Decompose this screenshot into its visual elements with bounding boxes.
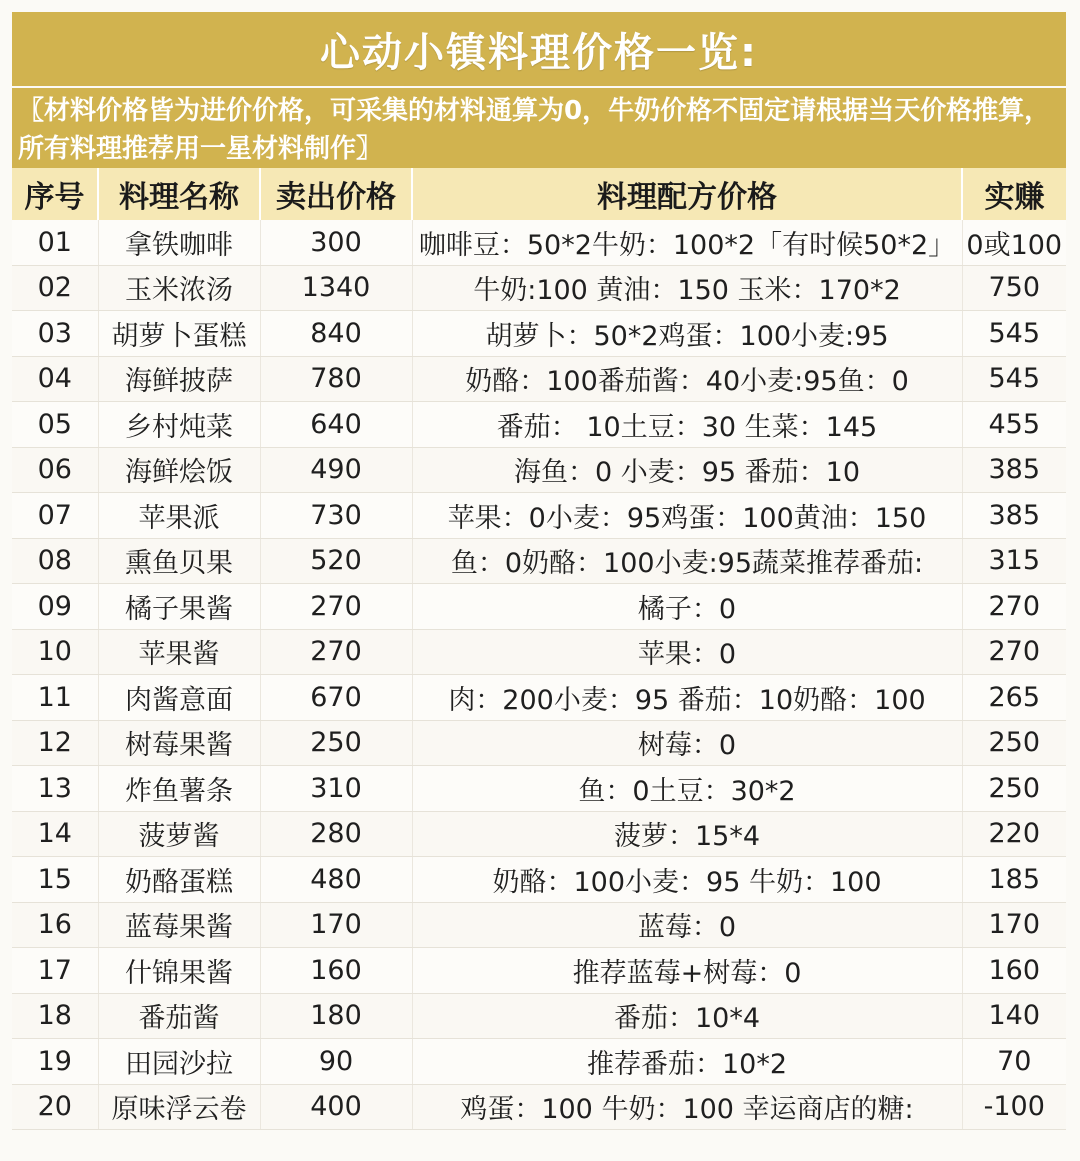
cell-sell-price: 640 xyxy=(260,402,412,448)
table-row xyxy=(12,356,1066,402)
notice-text: 〖材料价格皆为进价价格，可采集的材料通算为0，牛奶价格不固定请根据当天价格推算，所有料理推荐用一星材料制作〗 xyxy=(12,88,1066,168)
cell-dish-name: 原味浮云卷 xyxy=(98,1084,260,1130)
cell-profit: 315 xyxy=(962,538,1066,584)
table-row xyxy=(12,857,1066,903)
cell-recipe: 奶酪：100番茄酱：40小麦:95鱼：0 xyxy=(412,356,962,402)
price-table xyxy=(12,168,1066,1130)
cell-dish-name: 乡村炖菜 xyxy=(98,402,260,448)
header-row xyxy=(12,168,1066,220)
cell-profit: 750 xyxy=(962,265,1066,311)
cell-sell-price: 270 xyxy=(260,584,412,630)
cell-sell-price: 270 xyxy=(260,629,412,675)
table-body xyxy=(12,220,1066,1130)
table-row xyxy=(12,1039,1066,1085)
cell-sell-price: 490 xyxy=(260,447,412,493)
cell-index: 03 xyxy=(12,311,98,357)
cell-sell-price: 730 xyxy=(260,493,412,539)
cell-index: 04 xyxy=(12,356,98,402)
cell-index: 19 xyxy=(12,1039,98,1085)
cell-profit: -100 xyxy=(962,1084,1066,1130)
cell-sell-price: 480 xyxy=(260,857,412,903)
cell-profit: 250 xyxy=(962,766,1066,812)
cell-index: 15 xyxy=(12,857,98,903)
header-recipe: 料理配方价格 xyxy=(412,168,962,220)
cell-profit: 250 xyxy=(962,720,1066,766)
cell-index: 20 xyxy=(12,1084,98,1130)
cell-index: 02 xyxy=(12,265,98,311)
cell-profit: 220 xyxy=(962,811,1066,857)
cell-dish-name: 番茄酱 xyxy=(98,993,260,1039)
cell-recipe: 苹果：0 xyxy=(412,629,962,675)
table-row xyxy=(12,811,1066,857)
table-row xyxy=(12,675,1066,721)
cell-recipe: 鸡蛋：100 牛奶：100 幸运商店的糖: xyxy=(412,1084,962,1130)
cell-sell-price: 400 xyxy=(260,1084,412,1130)
page-title: 心动小镇料理价格一览: xyxy=(12,12,1066,86)
cell-recipe: 牛奶:100 黄油：150 玉米：170*2 xyxy=(412,265,962,311)
cell-recipe: 菠萝：15*4 xyxy=(412,811,962,857)
cell-profit: 70 xyxy=(962,1039,1066,1085)
cell-sell-price: 90 xyxy=(260,1039,412,1085)
cell-profit: 270 xyxy=(962,629,1066,675)
cell-dish-name: 海鲜披萨 xyxy=(98,356,260,402)
cell-sell-price: 840 xyxy=(260,311,412,357)
cell-sell-price: 250 xyxy=(260,720,412,766)
cell-profit: 385 xyxy=(962,493,1066,539)
cell-sell-price: 160 xyxy=(260,948,412,994)
table-row xyxy=(12,220,1066,265)
cell-recipe: 推荐番茄：10*2 xyxy=(412,1039,962,1085)
cell-index: 11 xyxy=(12,675,98,721)
cell-dish-name: 熏鱼贝果 xyxy=(98,538,260,584)
cell-profit: 185 xyxy=(962,857,1066,903)
cell-profit: 0或100 xyxy=(962,220,1066,265)
table-row xyxy=(12,447,1066,493)
cell-dish-name: 菠萝酱 xyxy=(98,811,260,857)
table-row xyxy=(12,902,1066,948)
cell-recipe: 鱼：0奶酪：100小麦:95蔬菜推荐番茄: xyxy=(412,538,962,584)
header-name: 料理名称 xyxy=(98,168,260,220)
cell-index: 07 xyxy=(12,493,98,539)
cell-recipe: 橘子：0 xyxy=(412,584,962,630)
table-row xyxy=(12,402,1066,448)
cell-recipe: 鱼：0土豆：30*2 xyxy=(412,766,962,812)
cell-sell-price: 170 xyxy=(260,902,412,948)
cell-dish-name: 海鲜烩饭 xyxy=(98,447,260,493)
table-row xyxy=(12,538,1066,584)
table-row xyxy=(12,948,1066,994)
cell-dish-name: 田园沙拉 xyxy=(98,1039,260,1085)
cell-index: 05 xyxy=(12,402,98,448)
cell-dish-name: 胡萝卜蛋糕 xyxy=(98,311,260,357)
cell-index: 12 xyxy=(12,720,98,766)
cell-profit: 545 xyxy=(962,311,1066,357)
cell-sell-price: 280 xyxy=(260,811,412,857)
cell-dish-name: 苹果派 xyxy=(98,493,260,539)
cell-dish-name: 玉米浓汤 xyxy=(98,265,260,311)
table-row xyxy=(12,584,1066,630)
table-row xyxy=(12,1084,1066,1130)
cell-sell-price: 310 xyxy=(260,766,412,812)
cell-profit: 545 xyxy=(962,356,1066,402)
table-row xyxy=(12,993,1066,1039)
cell-index: 16 xyxy=(12,902,98,948)
cell-sell-price: 300 xyxy=(260,220,412,265)
cell-sell-price: 1340 xyxy=(260,265,412,311)
cell-recipe: 推荐蓝莓+树莓：0 xyxy=(412,948,962,994)
cell-recipe: 肉：200小麦：95 番茄：10奶酪：100 xyxy=(412,675,962,721)
table-row xyxy=(12,720,1066,766)
table-row xyxy=(12,766,1066,812)
cell-sell-price: 780 xyxy=(260,356,412,402)
cell-sell-price: 670 xyxy=(260,675,412,721)
cell-dish-name: 什锦果酱 xyxy=(98,948,260,994)
cell-index: 08 xyxy=(12,538,98,584)
cell-recipe: 咖啡豆：50*2牛奶：100*2「有时候50*2」 xyxy=(412,220,962,265)
cell-index: 17 xyxy=(12,948,98,994)
cell-sell-price: 180 xyxy=(260,993,412,1039)
cell-recipe: 苹果：0小麦：95鸡蛋：100黄油：150 xyxy=(412,493,962,539)
header-profit: 实赚 xyxy=(962,168,1066,220)
table-row xyxy=(12,311,1066,357)
cell-recipe: 番茄： 10土豆：30 生菜：145 xyxy=(412,402,962,448)
cell-index: 06 xyxy=(12,447,98,493)
cell-profit: 270 xyxy=(962,584,1066,630)
cell-recipe: 番茄：10*4 xyxy=(412,993,962,1039)
cell-index: 01 xyxy=(12,220,98,265)
price-sheet xyxy=(12,12,1066,1130)
cell-dish-name: 蓝莓果酱 xyxy=(98,902,260,948)
cell-profit: 265 xyxy=(962,675,1066,721)
cell-recipe: 奶酪：100小麦：95 牛奶：100 xyxy=(412,857,962,903)
cell-recipe: 树莓：0 xyxy=(412,720,962,766)
table-row xyxy=(12,629,1066,675)
cell-profit: 140 xyxy=(962,993,1066,1039)
cell-dish-name: 橘子果酱 xyxy=(98,584,260,630)
cell-sell-price: 520 xyxy=(260,538,412,584)
cell-index: 09 xyxy=(12,584,98,630)
header-index: 序号 xyxy=(12,168,98,220)
header-sell-price: 卖出价格 xyxy=(260,168,412,220)
cell-dish-name: 拿铁咖啡 xyxy=(98,220,260,265)
table-row xyxy=(12,265,1066,311)
cell-index: 10 xyxy=(12,629,98,675)
cell-profit: 160 xyxy=(962,948,1066,994)
cell-recipe: 胡萝卜：50*2鸡蛋：100小麦:95 xyxy=(412,311,962,357)
cell-profit: 455 xyxy=(962,402,1066,448)
cell-profit: 385 xyxy=(962,447,1066,493)
cell-recipe: 海鱼：0 小麦：95 番茄：10 xyxy=(412,447,962,493)
cell-index: 18 xyxy=(12,993,98,1039)
cell-index: 13 xyxy=(12,766,98,812)
cell-dish-name: 炸鱼薯条 xyxy=(98,766,260,812)
cell-dish-name: 奶酪蛋糕 xyxy=(98,857,260,903)
cell-recipe: 蓝莓：0 xyxy=(412,902,962,948)
cell-dish-name: 苹果酱 xyxy=(98,629,260,675)
cell-dish-name: 肉酱意面 xyxy=(98,675,260,721)
cell-dish-name: 树莓果酱 xyxy=(98,720,260,766)
table-row xyxy=(12,493,1066,539)
cell-profit: 170 xyxy=(962,902,1066,948)
cell-index: 14 xyxy=(12,811,98,857)
